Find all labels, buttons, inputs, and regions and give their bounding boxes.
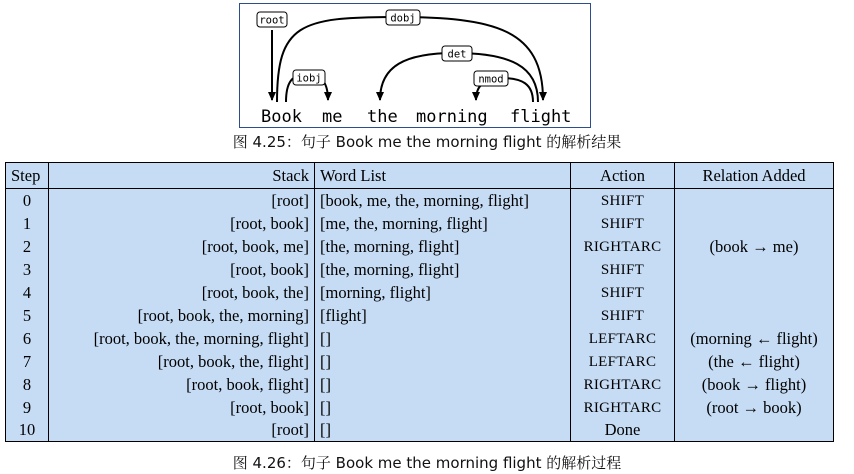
cell-word-list-text: [morning, flight]	[320, 282, 431, 302]
cell-stack-text: [root]	[271, 420, 309, 439]
cell-action	[571, 327, 675, 350]
cell-stack-text: [root, book, the, flight]	[157, 351, 309, 371]
cell-stack	[49, 373, 315, 396]
table-row	[6, 373, 834, 396]
cell-relation	[675, 281, 834, 304]
parse-steps-table	[5, 162, 834, 442]
figure-caption-bottom: 图 4.26：句子 Book me the morning flight 的解析过程	[232, 454, 622, 472]
dependency-arcs-svg	[240, 4, 592, 129]
cell-step-text: 5	[22, 305, 32, 325]
cell-action-text: RIGHTARC	[583, 400, 662, 416]
arc-label-det: det	[447, 48, 467, 61]
cell-word-list-text: [me, the, morning, flight]	[320, 213, 488, 233]
table-header-row	[6, 163, 834, 189]
word-the: the	[367, 107, 398, 127]
cell-stack-text: [root]	[271, 190, 309, 210]
cell-stack	[49, 189, 315, 213]
cell-word-list	[315, 373, 571, 396]
cell-word-list-text: []	[320, 328, 331, 348]
cell-relation-text: (book → me)	[709, 236, 799, 256]
header-step: Step	[6, 163, 49, 189]
cell-step	[6, 258, 49, 281]
cell-word-list	[315, 258, 571, 281]
cell-action-text: SHIFT	[600, 308, 645, 324]
cell-step-text: 2	[22, 236, 32, 256]
cell-word-list	[315, 419, 571, 442]
cell-stack-text: [root, book]	[230, 259, 309, 279]
dependency-figure	[239, 3, 591, 128]
cell-stack-text: [root, book, the, morning, flight]	[93, 328, 309, 348]
header-word-list: Word List	[315, 163, 571, 189]
table-row	[6, 212, 834, 235]
cell-word-list	[315, 189, 571, 213]
cell-stack-text: [root, book]	[230, 213, 309, 233]
cell-action	[571, 189, 675, 213]
cell-word-list	[315, 212, 571, 235]
cell-step	[6, 304, 49, 327]
cell-relation	[675, 258, 834, 281]
cell-step-text: 9	[22, 397, 32, 417]
cell-relation	[675, 350, 834, 373]
cell-relation-text: (morning ← flight)	[690, 328, 818, 348]
cell-stack-text: [root, book, flight]	[186, 374, 309, 394]
cell-action-text: LEFTARC	[588, 354, 657, 370]
cell-word-list-text: [the, morning, flight]	[320, 259, 460, 279]
cell-stack	[49, 304, 315, 327]
table-row	[6, 396, 834, 419]
cell-stack	[49, 281, 315, 304]
cell-word-list-text: []	[320, 420, 331, 439]
cell-step-text: 0	[22, 190, 32, 210]
cell-stack	[49, 258, 315, 281]
cell-stack-text: [root, book, the]	[201, 282, 309, 302]
cell-action	[571, 304, 675, 327]
table-body	[6, 189, 834, 442]
cell-word-list-text: []	[320, 374, 331, 394]
cell-step-text: 1	[22, 213, 32, 233]
cell-stack	[49, 350, 315, 373]
table-row	[6, 258, 834, 281]
cell-action	[571, 350, 675, 373]
table-row	[6, 327, 834, 350]
cell-step	[6, 235, 49, 258]
table-row	[6, 304, 834, 327]
word-book: Book	[261, 107, 302, 127]
cell-action	[571, 235, 675, 258]
cell-action-text: RIGHTARC	[583, 377, 662, 393]
cell-relation-text: (the ← flight)	[708, 351, 800, 371]
cell-word-list	[315, 235, 571, 258]
cell-stack	[49, 419, 315, 442]
cell-word-list	[315, 396, 571, 419]
cell-action-text: SHIFT	[600, 193, 645, 209]
table-row	[6, 189, 834, 213]
cell-step-text: 3	[22, 259, 32, 279]
cell-step-text: 6	[22, 328, 32, 348]
cell-relation-text: (root → book)	[706, 397, 802, 417]
cell-word-list-text: []	[320, 397, 331, 417]
cell-step	[6, 373, 49, 396]
cell-step-text: 7	[22, 351, 32, 371]
word-morning: morning	[416, 107, 488, 127]
cell-step	[6, 281, 49, 304]
cell-action	[571, 258, 675, 281]
word-me: me	[322, 107, 343, 127]
cell-step	[6, 350, 49, 373]
cell-stack	[49, 327, 315, 350]
cell-relation	[675, 419, 834, 442]
cell-relation	[675, 212, 834, 235]
cell-action-text: RIGHTARC	[583, 239, 662, 255]
cell-word-list	[315, 350, 571, 373]
cell-action	[571, 419, 675, 442]
arc-label-nmod: nmod	[478, 73, 504, 86]
cell-step-text: 8	[22, 374, 32, 394]
cell-relation	[675, 189, 834, 213]
cell-step	[6, 396, 49, 419]
cell-action	[571, 281, 675, 304]
header-relation-added: Relation Added	[675, 163, 834, 189]
cell-word-list-text: [book, me, the, morning, flight]	[320, 190, 529, 210]
cell-stack-text: [root, book, me]	[201, 236, 309, 256]
arc-label-root: root	[259, 14, 285, 27]
cell-stack	[49, 396, 315, 419]
cell-relation-text: (book → flight)	[701, 374, 807, 394]
cell-action-text: SHIFT	[600, 285, 645, 301]
cell-word-list-text: []	[320, 351, 331, 371]
cell-relation	[675, 327, 834, 350]
cell-action	[571, 212, 675, 235]
cell-word-list	[315, 281, 571, 304]
cell-word-list-text: [the, morning, flight]	[320, 236, 460, 256]
table-row	[6, 350, 834, 373]
header-stack: Stack	[49, 163, 315, 189]
cell-action-text: SHIFT	[600, 216, 645, 232]
cell-step-text: 10	[18, 420, 36, 439]
cell-action-text: LEFTARC	[588, 331, 657, 347]
cell-action	[571, 396, 675, 419]
cell-action-text: SHIFT	[600, 262, 645, 278]
cell-word-list	[315, 304, 571, 327]
parse-steps-table-wrap	[5, 162, 833, 441]
cell-stack-text: [root, book, the, morning]	[137, 305, 309, 325]
cell-step-text: 4	[22, 282, 32, 302]
cell-action	[571, 373, 675, 396]
cell-relation	[675, 304, 834, 327]
header-action: Action	[571, 163, 675, 189]
table-row	[6, 235, 834, 258]
cell-stack	[49, 212, 315, 235]
cell-step	[6, 189, 49, 213]
cell-step	[6, 327, 49, 350]
table-row	[6, 419, 834, 442]
cell-relation	[675, 373, 834, 396]
cell-stack	[49, 235, 315, 258]
cell-step	[6, 212, 49, 235]
cell-relation	[675, 396, 834, 419]
table-row	[6, 281, 834, 304]
cell-word-list-text: [flight]	[320, 305, 367, 325]
cell-stack-text: [root, book]	[230, 397, 309, 417]
arc-label-dobj: dobj	[390, 12, 416, 25]
cell-action-text: Done	[604, 420, 641, 439]
word-flight: flight	[510, 107, 572, 127]
cell-step	[6, 419, 49, 442]
cell-relation	[675, 235, 834, 258]
arc-label-iobj: iobj	[296, 72, 322, 85]
cell-word-list	[315, 327, 571, 350]
figure-caption-top: 图 4.25：句子 Book me the morning flight 的解析结果	[232, 133, 622, 151]
